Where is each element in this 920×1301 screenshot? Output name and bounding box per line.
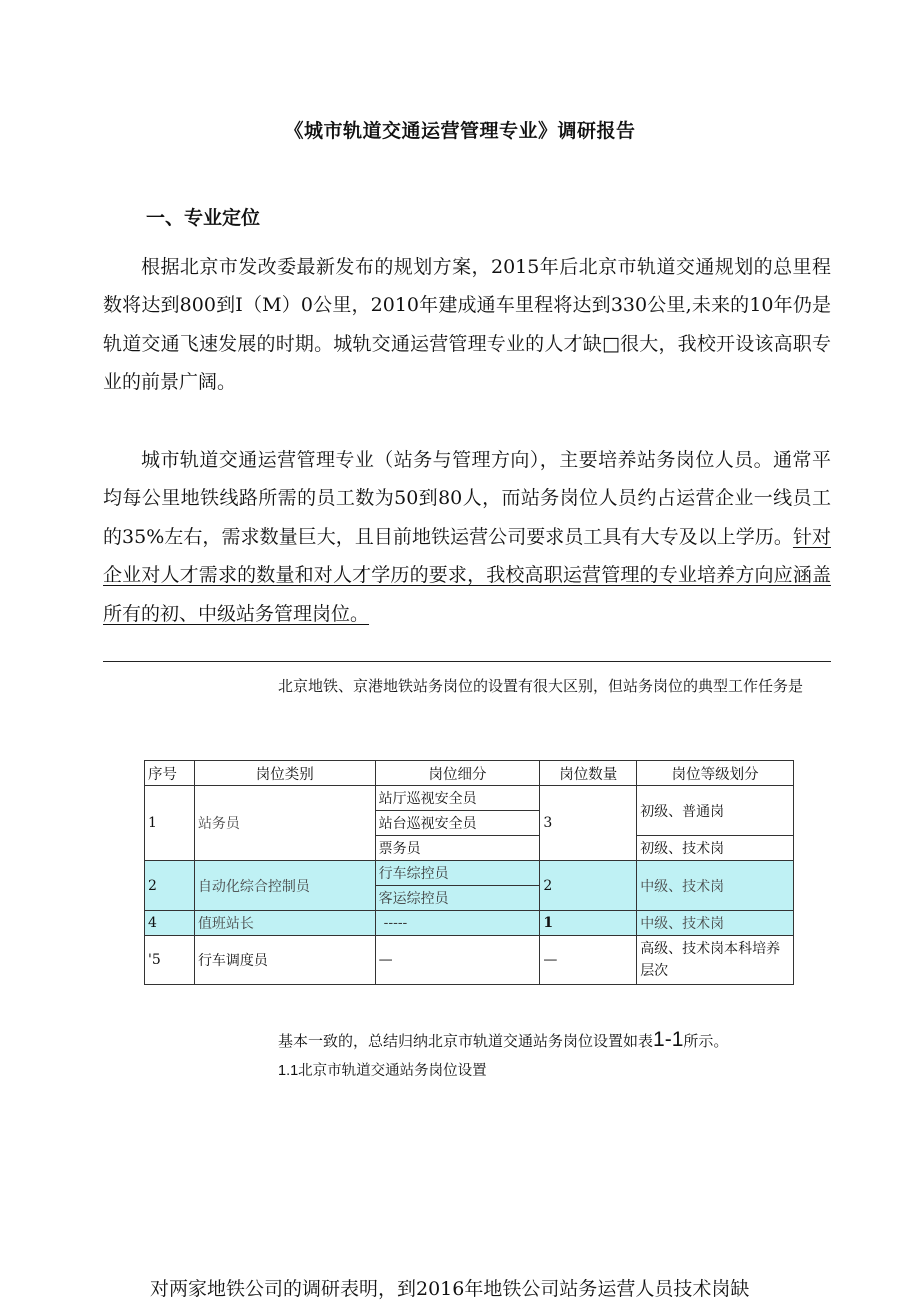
cell-count: 3 [540, 786, 637, 861]
horizontal-rule [103, 661, 831, 662]
cell-grade: 中级、技术岗 [637, 911, 794, 936]
cell-category: 站务员 [194, 786, 375, 861]
cell-category: 值班站长 [194, 911, 375, 936]
cell-count: 1 [540, 911, 637, 936]
cell-no: 4 [145, 911, 195, 936]
table-row [145, 911, 794, 936]
cell-no: 1 [145, 786, 195, 861]
paragraph-1 [103, 248, 831, 402]
note-below-after: 所示。 [683, 1033, 729, 1050]
cell-grade: 初级、普通岗 [637, 786, 794, 836]
cell-grade: 高级、技术岗本科培养层次 [637, 936, 794, 985]
cell-category: 自动化综合控制员 [194, 861, 375, 911]
note-below-table [278, 1028, 728, 1052]
station-jobs-table [144, 760, 794, 985]
cell-sub: 票务员 [375, 836, 540, 861]
cell-sub: — [375, 936, 540, 985]
cell-sub: 站厅巡视安全员 [375, 786, 540, 811]
cell-count: — [540, 936, 637, 985]
paragraph-2-text [103, 441, 831, 633]
cell-sub: 行车综控员 [375, 861, 540, 886]
cell-category: 行车调度员 [194, 936, 375, 985]
header-cell: 岗位细分 [375, 761, 540, 786]
report-title: 《城市轨道交通运营管理专业》调研报告 [284, 120, 636, 142]
cell-grade: 中级、技术岗 [637, 861, 794, 911]
table-header-row [145, 761, 794, 786]
paragraph-2-plain: 城市轨道交通运营管理专业（站务与管理方向），主要培养站务岗位人员。通常平均每公里地铁线路所需的员工数为50到80人，而站务岗位人员约占运营企业一线员工的35%左右，需求数量巨大，且目前地铁运营公司要求员工具有大专及以上学历。 [103, 449, 831, 548]
cell-count: 2 [540, 861, 637, 911]
paragraph-2-underlined: 针对企业对人才需求的数量和对人才学历的要求，我校高职运营管理的专业培养方向应涵盖所有的初、中级站务管理岗位。 [103, 525, 831, 625]
paragraph-2 [103, 441, 831, 633]
cell-sub: ----- [375, 911, 540, 936]
note-below-before: 基本一致的，总结归纳北京市轨道交通站务岗位设置如表 [278, 1033, 654, 1050]
header-cell: 岗位数量 [540, 761, 637, 786]
header-cell: 岗位类别 [194, 761, 375, 786]
table-row [145, 861, 794, 886]
note-above-table: 北京地铁、京港地铁站务岗位的设置有很大区别，但站务岗位的典型工作任务是 [278, 678, 804, 695]
table-row [145, 786, 794, 811]
cell-no: '5 [145, 936, 195, 985]
last-line: 对两家地铁公司的调研表明，到2016年地铁公司站务运营人员技术岗缺 [150, 1278, 750, 1300]
header-cell: 岗位等级划分 [637, 761, 794, 786]
table-reference: 1-1 [653, 1028, 684, 1051]
header-cell: 序号 [145, 761, 195, 786]
table-caption: 1.1北京市轨道交通站务岗位设置 [278, 1063, 487, 1079]
cell-sub: 客运综控员 [375, 886, 540, 911]
paragraph-1-text: 根据北京市发改委最新发布的规划方案，2015年后北京市轨道交通规划的总里程数将达到800到I（M）0公里，2010年建成通车里程将达到330公里,未来的10年仍是轨道交通飞速发展的时期。城轨交通运营管理专业的人才缺□很大，我校开设该高职专业的前景广阔。 [103, 256, 831, 394]
section-heading: 一、专业定位 [146, 207, 261, 229]
cell-no: 2 [145, 861, 195, 911]
cell-sub: 站台巡视安全员 [375, 811, 540, 836]
table-row [145, 936, 794, 985]
cell-grade: 初级、技术岗 [637, 836, 794, 861]
